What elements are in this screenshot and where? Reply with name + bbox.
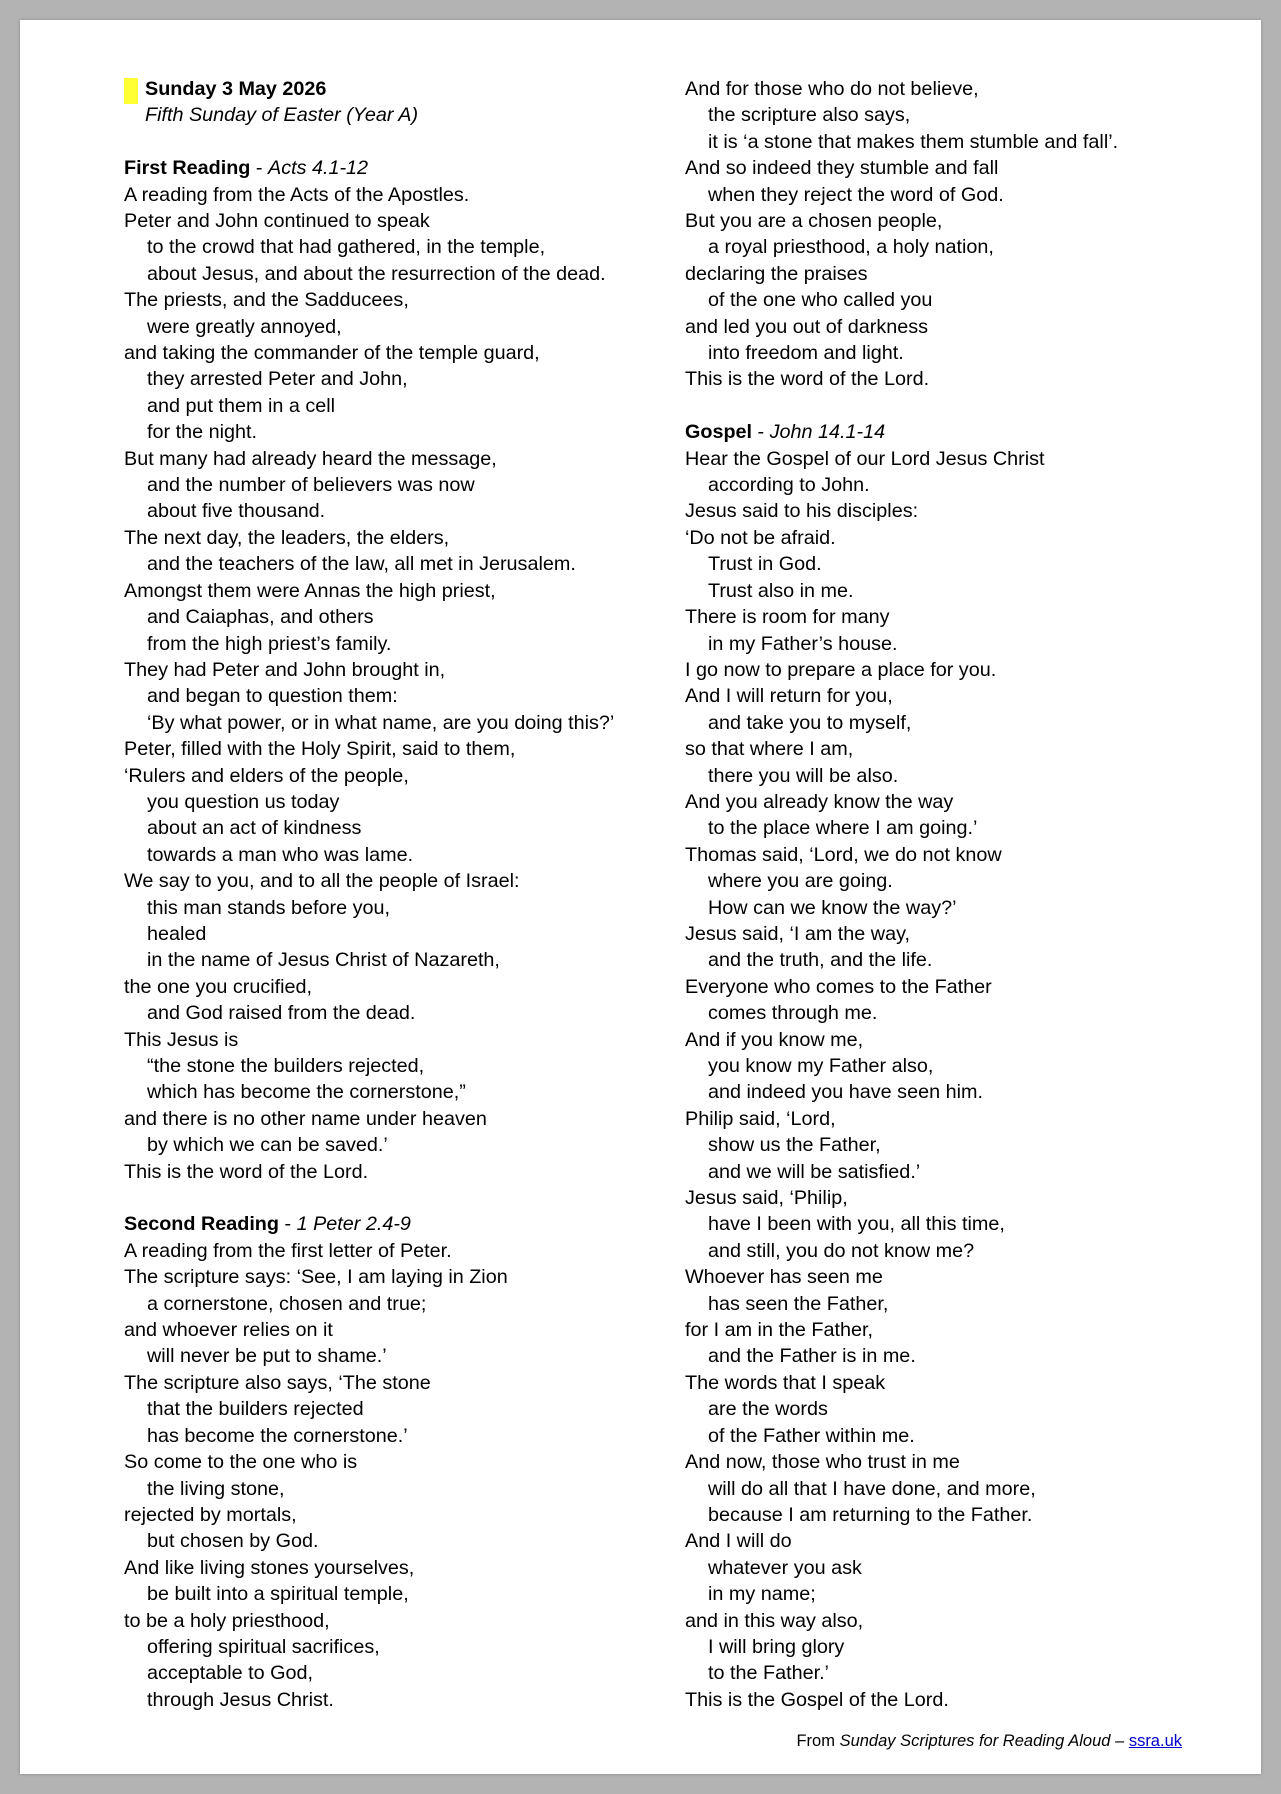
- text-line: show us the Father,: [708, 1134, 881, 1157]
- first-reading-section: [124, 155, 684, 1185]
- text-line: in my name;: [708, 1583, 816, 1606]
- second-reading-section: [124, 1211, 684, 1713]
- text-line: the scripture also says,: [708, 104, 911, 127]
- text-line: They had Peter and John brought in,: [124, 658, 446, 681]
- text-line: This is the word of the Lord.: [685, 368, 930, 391]
- text-line: for the night.: [147, 421, 257, 444]
- text-line: there you will be also.: [708, 764, 899, 787]
- footer-book-title: Sunday Scriptures for Reading Aloud: [839, 1732, 1111, 1750]
- text-line: about five thousand.: [147, 500, 326, 523]
- text-line: and the Father is in me.: [708, 1345, 916, 1368]
- text-line: and indeed you have seen him.: [708, 1081, 983, 1104]
- text-line: and the teachers of the law, all met in Jerusalem.: [147, 553, 576, 576]
- first-reading-reference: Acts 4.1-12: [268, 157, 369, 180]
- heading-separator: -: [278, 1213, 297, 1236]
- text-line: will never be put to shame.’: [147, 1345, 387, 1368]
- text-line: be built into a spiritual temple,: [147, 1583, 409, 1606]
- text-line: a royal priesthood, a holy nation,: [708, 236, 994, 259]
- text-line: and whoever relies on it: [124, 1319, 333, 1342]
- text-line: are the words: [708, 1398, 828, 1421]
- gospel-section: [685, 419, 1245, 1713]
- text-line: Thomas said, ‘Lord, we do not know: [685, 843, 1002, 866]
- text-line: into freedom and light.: [708, 342, 904, 365]
- text-line: I will bring glory: [708, 1635, 845, 1658]
- text-line: from the high priest’s family.: [147, 632, 392, 655]
- text-line: where you are going.: [708, 870, 893, 893]
- text-line: to the place where I am going.’: [708, 817, 978, 840]
- text-line: So come to the one who is: [124, 1451, 358, 1474]
- text-line: because I am returning to the Father.: [708, 1503, 1033, 1526]
- text-line: The next day, the leaders, the elders,: [124, 526, 450, 549]
- text-line: This is the word of the Lord.: [124, 1160, 369, 1183]
- text-line: and taking the commander of the temple guard,: [124, 342, 540, 365]
- text-line: to the crowd that had gathered, in the temple,: [147, 236, 546, 259]
- text-line: And so indeed they stumble and fall: [685, 157, 999, 180]
- text-line: and led you out of darkness: [685, 315, 929, 338]
- text-line: to the Father.’: [708, 1662, 829, 1685]
- text-line: but chosen by God.: [147, 1530, 319, 1553]
- text-line: ‘Rulers and elders of the people,: [124, 764, 409, 787]
- text-line: were greatly annoyed,: [147, 315, 342, 338]
- text-line: and still, you do not know me?: [708, 1239, 975, 1262]
- text-line: And like living stones yourselves,: [124, 1556, 415, 1579]
- gospel-reference: John 14.1-14: [769, 421, 886, 444]
- text-line: rejected by mortals,: [124, 1503, 297, 1526]
- text-line: for I am in the Father,: [685, 1319, 874, 1342]
- text-line: when they reject the word of God.: [708, 183, 1004, 206]
- heading-separator: -: [250, 157, 268, 180]
- text-line: Trust in God.: [708, 553, 822, 576]
- text-line: The scripture also says, ‘The stone: [124, 1371, 431, 1394]
- text-line: and there is no other name under heaven: [124, 1107, 487, 1130]
- gospel-title: Gospel: [685, 421, 753, 444]
- text-line: so that where I am,: [685, 738, 854, 761]
- text-line: Whoever has seen me: [685, 1266, 883, 1289]
- text-line: declaring the praises: [685, 262, 868, 285]
- text-line: And for those who do not believe,: [685, 78, 979, 100]
- spacer: [124, 1185, 684, 1211]
- text-line: and put them in a cell: [147, 394, 336, 417]
- footer-credit: [796, 1731, 1182, 1751]
- text-line: a cornerstone, chosen and true;: [147, 1292, 427, 1315]
- text-line: and the truth, and the life.: [708, 949, 933, 972]
- heading-separator: -: [752, 421, 770, 444]
- text-line: about an act of kindness: [147, 817, 362, 840]
- text-line: A reading from the first letter of Peter.: [124, 1239, 452, 1262]
- second-reading-title: Second Reading: [124, 1213, 279, 1236]
- text-line: Jesus said, ‘Philip,: [685, 1187, 848, 1210]
- text-line: has seen the Father,: [708, 1292, 889, 1315]
- text-line: has become the cornerstone.’: [147, 1424, 408, 1447]
- left-column: [124, 76, 684, 1713]
- text-line: towards a man who was lame.: [147, 843, 414, 866]
- text-line: Peter, filled with the Holy Spirit, said to them,: [124, 738, 516, 761]
- text-line: to be a holy priesthood,: [124, 1609, 330, 1632]
- text-line: by which we can be saved.’: [147, 1134, 388, 1157]
- spacer: [124, 129, 684, 155]
- spacer: [685, 393, 1245, 419]
- text-line: And I will do: [685, 1530, 792, 1553]
- text-line: acceptable to God,: [147, 1662, 314, 1685]
- text-line: healed: [147, 922, 207, 945]
- text-line: This is the Gospel of the Lord.: [685, 1688, 949, 1711]
- gospel-heading: [685, 419, 1245, 445]
- text-line: offering spiritual sacrifices,: [147, 1635, 380, 1658]
- text-line: How can we know the way?’: [708, 896, 957, 919]
- second-reading-reference: 1 Peter 2.4-9: [296, 1213, 411, 1236]
- header: [124, 76, 684, 129]
- text-line: The words that I speak: [685, 1371, 886, 1394]
- text-line: whatever you ask: [708, 1556, 862, 1579]
- text-line: Hear the Gospel of our Lord Jesus Christ: [685, 447, 1045, 470]
- text-line: The scripture says: ‘See, I am laying in Zion: [124, 1266, 508, 1289]
- text-line: Peter and John continued to speak: [124, 210, 430, 233]
- text-line: A reading from the Acts of the Apostles.: [124, 183, 470, 206]
- text-line: Philip said, ‘Lord,: [685, 1107, 836, 1130]
- text-line: and in this way also,: [685, 1609, 864, 1632]
- text-line: There is room for many: [685, 606, 890, 629]
- second-reading-heading: [124, 1211, 684, 1237]
- text-line: of the one who called you: [708, 289, 933, 312]
- document-page: [20, 20, 1261, 1774]
- text-line: and take you to myself,: [708, 711, 912, 734]
- text-line: “the stone the builders rejected,: [147, 1055, 425, 1078]
- text-line: about Jesus, and about the resurrection of the dead.: [147, 262, 606, 285]
- text-line: ‘Do not be afraid.: [685, 526, 836, 549]
- second-reading-continued: [685, 76, 1245, 393]
- text-line: Jesus said, ‘I am the way,: [685, 922, 911, 945]
- text-line: the one you crucified,: [124, 975, 313, 998]
- ssra-link[interactable]: ssra.uk: [1128, 1732, 1182, 1750]
- first-reading-heading: [124, 155, 684, 181]
- text-line: which has become the cornerstone,”: [147, 1081, 466, 1104]
- footer-prefix: From: [796, 1732, 840, 1750]
- text-line: it is ‘a stone that makes them stumble and fall’.: [708, 130, 1119, 153]
- text-line: And you already know the way: [685, 790, 954, 813]
- right-column: [685, 76, 1245, 1713]
- text-line: this man stands before you,: [147, 896, 391, 919]
- text-line: Amongst them were Annas the high priest,: [124, 579, 496, 602]
- text-line: and God raised from the dead.: [147, 1002, 416, 1025]
- text-line: ‘By what power, or in what name, are you doing this?’: [147, 711, 615, 734]
- text-line: We say to you, and to all the people of Israel:: [124, 870, 520, 893]
- text-line: in the name of Jesus Christ of Nazareth,: [147, 949, 500, 972]
- text-line: according to John.: [708, 474, 870, 497]
- service-date: Sunday 3 May 2026: [145, 78, 327, 100]
- first-reading-title: First Reading: [124, 157, 251, 180]
- text-line: Everyone who comes to the Father: [685, 975, 992, 998]
- text-line: But many had already heard the message,: [124, 447, 497, 470]
- text-line: of the Father within me.: [708, 1424, 915, 1447]
- text-line: and Caiaphas, and others: [147, 606, 374, 629]
- text-line: But you are a chosen people,: [685, 210, 943, 233]
- text-line: The priests, and the Sadducees,: [124, 289, 409, 312]
- text-line: Trust also in me.: [708, 579, 854, 602]
- text-line: And if you know me,: [685, 1028, 864, 1051]
- text-line: they arrested Peter and John,: [147, 368, 408, 391]
- text-line: that the builders rejected: [147, 1398, 364, 1421]
- text-line: in my Father’s house.: [708, 632, 898, 655]
- text-line: you question us today: [147, 790, 340, 813]
- text-line: will do all that I have done, and more,: [708, 1477, 1036, 1500]
- text-line: Jesus said to his disciples:: [685, 500, 919, 523]
- text-line: the living stone,: [147, 1477, 285, 1500]
- text-line: through Jesus Christ.: [147, 1688, 334, 1711]
- text-line: And now, those who trust in me: [685, 1451, 960, 1474]
- service-subtitle: Fifth Sunday of Easter (Year A): [145, 104, 419, 127]
- text-line: And I will return for you,: [685, 685, 893, 708]
- text-line: This Jesus is: [124, 1028, 239, 1051]
- highlight-marker: [124, 78, 138, 104]
- text-line: and we will be satisfied.’: [708, 1160, 921, 1183]
- text-line: comes through me.: [708, 1002, 878, 1025]
- text-line: have I been with you, all this time,: [708, 1213, 1005, 1236]
- footer-dash: –: [1110, 1732, 1129, 1750]
- text-line: and began to question them:: [147, 685, 398, 708]
- text-line: I go now to prepare a place for you.: [685, 658, 997, 681]
- text-line: and the number of believers was now: [147, 474, 475, 497]
- text-line: you know my Father also,: [708, 1055, 934, 1078]
